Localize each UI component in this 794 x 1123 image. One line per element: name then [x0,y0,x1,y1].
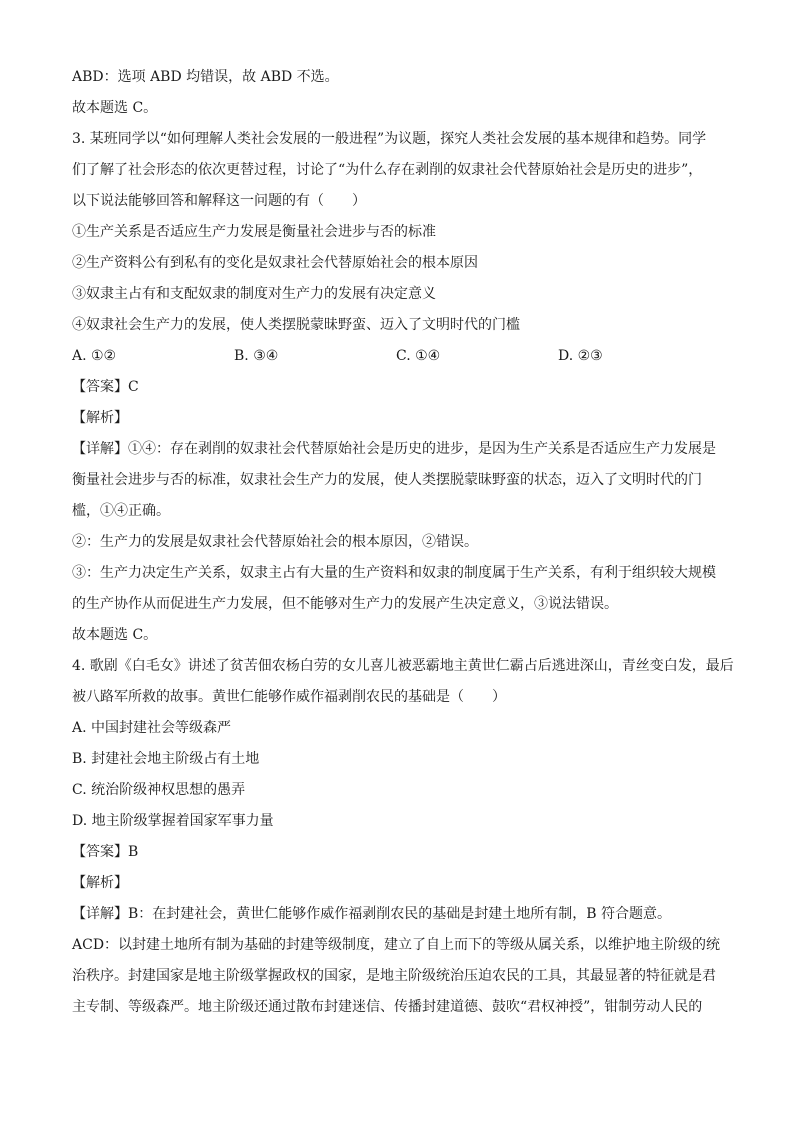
explanation-line: 治秩序。封建国家是地主阶级掌握政权的国家，是地主阶级统治压迫农民的工具，其最显著的特征就是君 [72,968,716,984]
explanation-line: ②：生产力的发展是奴隶社会代替原始社会的根本原因，②错误。 [72,534,478,550]
options-row [72,341,722,372]
explanation-line: 槛，①④正确。 [72,503,170,519]
explanation-line: ③：生产力决定生产关系，奴隶主占有大量的生产资料和奴隶的制度属于生产关系，有利于组织较大规模 [72,565,716,581]
option-d: D. 地主阶级掌握着国家军事力量 [72,813,274,829]
explanation-line: 的生产协作从而促进生产力发展，但不能够对生产力的发展产生决定意义，③说法错误。 [72,596,618,612]
explanation-line: 主专制、等级森严。地主阶级还通过散布封建迷信、传播封建道德、鼓吹“君权神授”，钳制劳动人民的 [72,999,703,1015]
question-stem: 以下说法能够回答和解释这一问题的有（ ） [72,193,366,209]
question-stem: 3. 某班同学以“如何理解人类社会发展的一般进程”为议题，探究人类社会发展的基本规律和趋势。同学 [72,131,707,147]
statement-item: ①生产关系是否适应生产力发展是衡量社会进步与否的标准 [72,224,436,240]
answer-label: 【答案】C [72,379,139,395]
question-stem: 4. 歌剧《白毛女》讲述了贫苦佃农杨白劳的女儿喜儿被恶霸地主黄世仁霸占后逃进深山，青丝变白发，最后 [72,658,734,674]
statement-item: ④奴隶社会生产力的发展，使人类摆脱蒙昧野蛮、迈入了文明时代的门槛 [72,317,520,333]
option-b: B. ③④ [234,348,279,364]
question-4 [72,651,734,1023]
answer-label: 【答案】B [72,844,139,860]
statement-item: ③奴隶主占有和支配奴隶的制度对生产力的发展有决定意义 [72,286,436,302]
option-d: D. ②③ [558,348,603,364]
analysis-label: 【解析】 [72,875,128,891]
question-3 [72,124,722,651]
explanation-line: 衡量社会进步与否的标准，奴隶社会生产力的发展，使人类摆脱蒙昧野蛮的状态，迈入了文明时代的门 [72,472,702,488]
statement-item: ②生产资料公有到私有的变化是奴隶社会代替原始社会的根本原因 [72,255,478,271]
text-line: ABD：选项 ABD 均错误，故 ABD 不选。 [72,69,339,85]
option-b: B. 封建社会地主阶级占有土地 [72,751,260,767]
option-a: A. 中国封建社会等级森严 [72,720,232,736]
text-line: 故本题选 C。 [72,100,158,116]
conclusion-line: 故本题选 C。 [72,627,158,643]
document-page [72,62,734,1023]
option-a: A. ①② [72,348,117,364]
explanation-line: 【详解】①④：存在剥削的奴隶社会代替原始社会是历史的进步，是因为生产关系是否适应生产力发展是 [72,441,716,457]
explanation-line: ACD：以封建土地所有制为基础的封建等级制度，建立了自上而下的等级从属关系，以维护地主阶级的统 [72,937,721,953]
option-c: C. ①④ [396,348,441,364]
question-stem: 被八路军所救的故事。黄世仁能够作威作福剥削农民的基础是（ ） [72,689,506,705]
explanation-line: 【详解】B：在封建社会，黄世仁能够作威作福剥削农民的基础是封建土地所有制，B 符合题意。 [72,906,672,922]
question-stem: 们了解了社会形态的依次更替过程，讨论了“为什么存在剥削的奴隶社会代替原始社会是历史的进步”， [72,162,703,178]
option-c: C. 统治阶级神权思想的愚弄 [72,782,246,798]
analysis-label: 【解析】 [72,410,128,426]
